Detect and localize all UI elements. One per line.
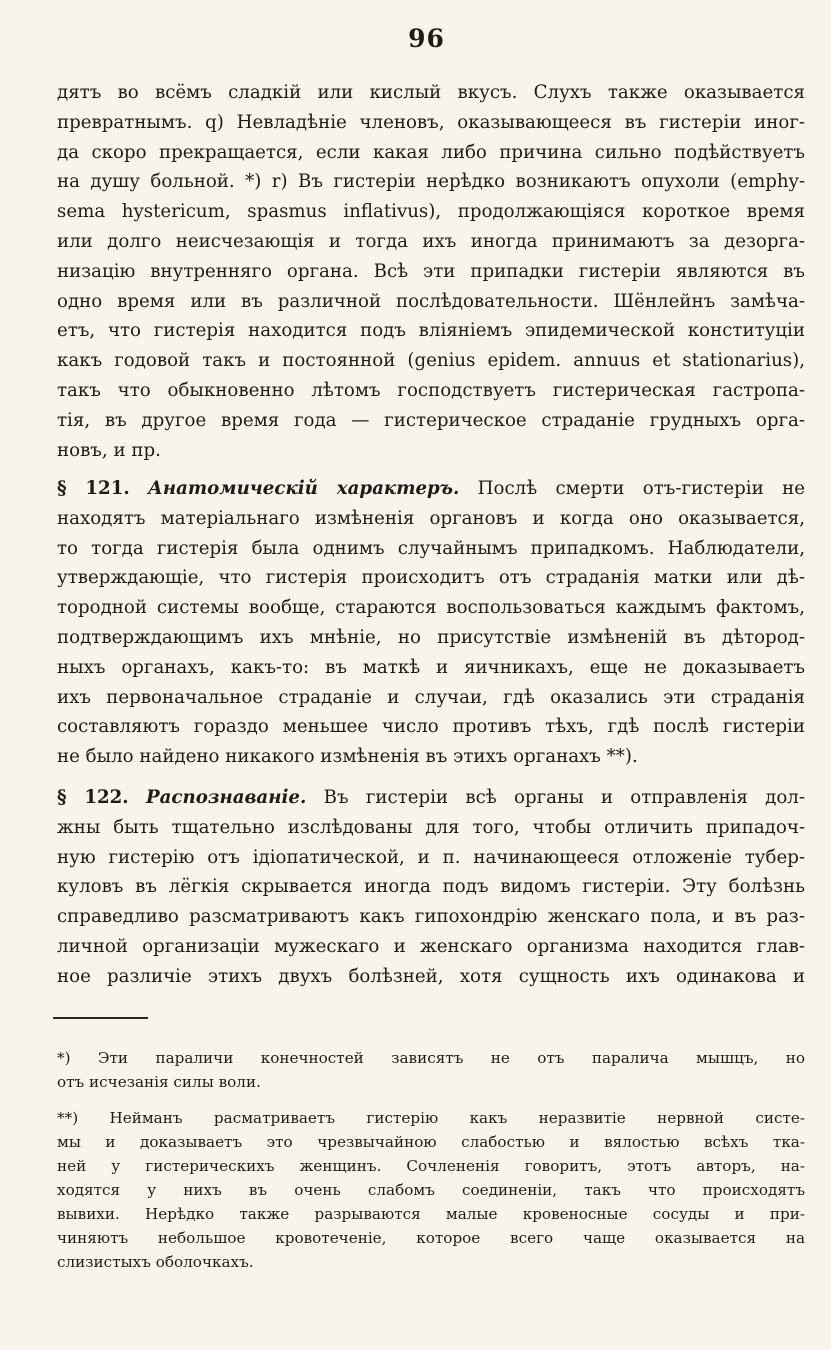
text-line: ную гистерію отъ ідіопатической, и п. начинающееся отложеніе тубер-	[57, 846, 805, 868]
text-line: справедливо разсматриваютъ какъ гипохондрію женскаго пола, и въ раз-	[57, 906, 805, 928]
text-line: какъ годовой такъ и постоянной (genius epidem. annuus et stationarius),	[57, 350, 805, 372]
text-line: то тогда гистерія была однимъ случайнымъ припадкомъ. Наблюдатели,	[57, 537, 805, 559]
footnote-line: мы и доказываетъ это чрезвычайною слабостью и вялостью всѣхъ тка-	[57, 1133, 805, 1151]
text-line: или долго неисчезающія и тогда ихъ иногда принимаютъ за дезорга-	[57, 230, 805, 252]
text-line: не было найдено никакого измѣненія въ этихъ органахъ **).	[57, 746, 638, 768]
text-line: ихъ первоначальное страданіе и случаи, гдѣ оказались эти страданія	[57, 686, 805, 708]
footnote-line: ней у гистерическихъ женщинъ. Сочлененія говоритъ, этотъ авторъ, на-	[57, 1157, 805, 1175]
footnote-divider	[53, 1017, 148, 1019]
paragraph-intro	[57, 78, 805, 465]
footnote-1	[57, 1046, 805, 1094]
footnote-line: ходятся у нихъ въ очень слабомъ соединеніи, такъ что происходятъ	[57, 1181, 805, 1199]
text-line: низацію внутренняго органа. Всѣ эти припадки гистеріи являются въ	[57, 260, 805, 282]
text-line: етъ, что гистерія находится подъ вліяніемъ эпидемической конституціи	[57, 320, 805, 342]
text-line: личной организаціи мужескаго и женскаго организма находится глав-	[57, 935, 805, 957]
text-line: на душу больной. *) r) Въ гистеріи нерѣдко возникаютъ опухоли (emphy-	[57, 171, 805, 193]
footnote-line: слизистыхъ оболочкахъ.	[57, 1253, 254, 1271]
section-title: Распознаваніе.	[145, 787, 307, 808]
text-line: да скоро прекращается, если какая либо причина сильно подѣйствуетъ	[57, 141, 805, 163]
footnote-line: вывихи. Нерѣдко также разрываются малые кровеносные сосуды и при-	[57, 1205, 805, 1223]
text-line: тія, въ другое время года — гистерическое страданіе грудныхъ орга-	[57, 409, 805, 431]
text-line: составляютъ гораздо меньшее число противъ тѣхъ, гдѣ послѣ гистеріи	[57, 716, 805, 738]
section-title: Анатомическій характеръ.	[148, 478, 460, 499]
footnote-line: *) Эти параличи конечностей зависятъ не отъ паралича мышцъ, но	[57, 1049, 805, 1067]
text-line: превратнымъ. q) Невладѣніе членовъ, оказывающееся въ гистеріи иног-	[57, 111, 805, 133]
text-line: куловъ въ лёгкія скрывается иногда подъ видомъ гистеріи. Эту болѣзнь	[57, 876, 805, 898]
text-line: одно время или въ различной послѣдовательности. Шёнлейнъ замѣча-	[57, 290, 805, 312]
section-number: § 121.	[57, 478, 130, 499]
paragraph-122	[57, 783, 805, 992]
page-number: 96	[408, 24, 445, 53]
section-heading-line	[57, 783, 805, 813]
text-line: утверждающіе, что гистерія происходитъ отъ страданія матки или дѣ-	[57, 567, 805, 589]
text-line: новъ, и пр.	[57, 439, 161, 461]
text-line: такъ что обыкновенно лѣтомъ господствуетъ гистерическая гастропа-	[57, 379, 805, 401]
footnote-line: **) Нейманъ расматриваетъ гистерію какъ неразвитіе нервной систе-	[57, 1109, 805, 1127]
text-fragment: Послѣ смерти отъ-гистеріи не	[477, 478, 805, 499]
footnote-2	[57, 1106, 805, 1274]
footnote-line: чиняютъ небольшое кровотеченіе, которое всего чаще оказывается на	[57, 1229, 805, 1247]
section-number: § 122.	[57, 787, 129, 808]
section-heading-line	[57, 474, 805, 504]
text-fragment: Въ гистеріи всѣ органы и отправленія дол-	[323, 787, 805, 808]
paragraph-121	[57, 474, 805, 772]
text-line: жны быть тщательно изслѣдованы для того, чтобы отличить припадоч-	[57, 816, 805, 838]
text-line: sema hystericum, spasmus inflativus), продолжающіяся короткое время	[57, 201, 805, 223]
text-line: ныхъ органахъ, какъ-то: въ маткѣ и яичникахъ, еще не доказываетъ	[57, 656, 805, 678]
footnote-line: отъ исчезанія силы воли.	[57, 1073, 261, 1091]
text-line: тородной системы вообще, стараются воспользоваться каждымъ фактомъ,	[57, 597, 805, 619]
text-line: находятъ матеріальнаго измѣненія органовъ и когда оно оказывается,	[57, 507, 805, 529]
text-line: подтверждающимъ ихъ мнѣніе, но присутствіе измѣненій въ дѣтород-	[57, 626, 805, 648]
text-line: ное различіе этихъ двухъ болѣзней, хотя сущность ихъ одинакова и	[57, 965, 805, 987]
text-line: дятъ во всёмъ сладкій или кислый вкусъ. Слухъ также оказывается	[57, 82, 805, 103]
